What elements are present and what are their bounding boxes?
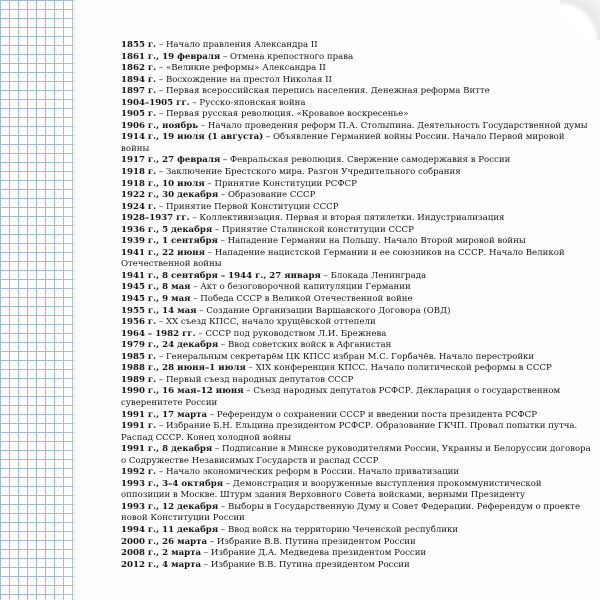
event-separator: – bbox=[220, 51, 231, 62]
event-date: 1922 г., 30 декабря bbox=[121, 190, 219, 201]
event-separator: – bbox=[201, 548, 211, 559]
event-description: Первая всероссийская перепись населения. Денежная реформа Витте bbox=[165, 86, 490, 97]
event-date: 1990 г., 16 мая–12 июня bbox=[121, 386, 244, 397]
event-description: «Великие реформы» Александра II bbox=[165, 63, 326, 74]
event-separator: – bbox=[204, 247, 215, 258]
event-separator: – bbox=[156, 421, 166, 432]
timeline-entry bbox=[121, 121, 591, 133]
event-date: 1956 г. bbox=[121, 317, 157, 328]
event-separator: – bbox=[212, 444, 222, 455]
event-separator: – bbox=[204, 178, 215, 189]
event-separator: – bbox=[156, 86, 166, 97]
event-description: Восхождение на престол Николая II bbox=[165, 74, 332, 85]
event-date: 1904–1905 гг. bbox=[121, 97, 190, 108]
event-date: 1855 г. bbox=[121, 40, 157, 50]
timeline-entry bbox=[121, 479, 591, 502]
timeline-entry bbox=[121, 236, 591, 248]
event-description: Февральская революция. Свержение самодержавия в России bbox=[230, 155, 511, 166]
event-description: Нападение нацистской Германии и ее союзников на СССР. Начало Великой Отечественной войны bbox=[121, 247, 565, 270]
event-date: 1994 г., 11 декабря bbox=[121, 524, 219, 535]
event-date: 1905 г. bbox=[121, 109, 157, 120]
timeline-entry bbox=[121, 410, 591, 422]
event-description: Начало правления Александра II bbox=[165, 40, 318, 50]
event-description: Объявление Германией войны России. Начало Первой мировой войны bbox=[121, 132, 565, 154]
event-separator: – bbox=[245, 363, 256, 374]
event-description: Русско-японская война bbox=[199, 97, 306, 108]
timeline-entry bbox=[121, 548, 591, 560]
timeline-entry bbox=[121, 75, 591, 87]
event-description: Блокада Ленинграда bbox=[330, 270, 427, 281]
event-description: СССР под руководством Л.И. Брежнева bbox=[205, 328, 387, 339]
timeline-entry bbox=[121, 352, 591, 364]
event-description: XX съезд КПСС, начало хрущёвской оттепели bbox=[165, 317, 376, 328]
event-separator: – bbox=[189, 213, 200, 224]
event-date: 1989 г. bbox=[121, 374, 157, 385]
event-separator: – bbox=[320, 270, 331, 281]
event-date: 1897 г. bbox=[121, 86, 157, 97]
event-date: 1991 г., 8 декабря bbox=[121, 444, 213, 455]
event-description: Выборы в Государственную Думу и Совет Федерации. Референдум о проекте новой Конституции России bbox=[121, 501, 581, 524]
event-separator: – bbox=[156, 74, 166, 85]
event-date: 1993 г., 3–4 октября bbox=[121, 478, 224, 489]
event-separator: – bbox=[263, 132, 273, 143]
event-date: 1894 г. bbox=[121, 74, 157, 85]
event-date: 1862 г. bbox=[121, 63, 157, 74]
event-separator: – bbox=[207, 536, 217, 547]
event-description: Создание Организации Варшавского Договора (ОВД) bbox=[206, 305, 451, 316]
event-separator: – bbox=[190, 294, 201, 305]
event-separator: – bbox=[196, 305, 207, 316]
event-date: 2012 г., 4 марта bbox=[121, 559, 202, 570]
timeline-entry bbox=[121, 213, 591, 225]
event-date: 1964 – 1982 гг. bbox=[121, 328, 196, 339]
event-description: Подписание в Минске руководителями России, Украины и Белоруссии договора о Содружестве Независимых Государств и распад СССР bbox=[121, 444, 591, 466]
event-description: Генеральным секретарём ЦК КПСС избран М.С. Горбачёв. Начало перестройки bbox=[165, 351, 535, 362]
event-date: 1992 г. bbox=[121, 467, 157, 478]
event-date: 1941 г., 8 сентября – 1944 г., 27 января bbox=[121, 270, 321, 281]
event-date: 1918 г., 10 июля bbox=[121, 178, 205, 189]
event-description: Принятие Конституции РСФСР bbox=[214, 178, 357, 189]
event-separator: – bbox=[156, 374, 166, 385]
event-date: 1924 г. bbox=[121, 201, 157, 212]
event-description: Образование СССР bbox=[227, 190, 316, 201]
event-date: 2008 г., 2 марта bbox=[121, 548, 202, 559]
event-date: 1945 г., 9 мая bbox=[121, 294, 191, 305]
timeline-entry bbox=[121, 155, 591, 167]
timeline-entry bbox=[121, 317, 591, 329]
timeline-entry bbox=[121, 375, 591, 387]
timeline-entry bbox=[121, 363, 591, 375]
event-description: Отмена крепостного права bbox=[230, 51, 354, 62]
timeline-entry bbox=[121, 52, 591, 64]
grid-edge-shadow bbox=[74, 0, 76, 600]
timeline-entry bbox=[121, 467, 591, 479]
event-date: 1918 г. bbox=[121, 167, 157, 178]
event-description: Победа СССР в Великой Отечественной войне bbox=[200, 294, 413, 305]
event-separator: – bbox=[156, 167, 166, 178]
timeline-entry bbox=[121, 63, 591, 75]
timeline-entry bbox=[121, 179, 591, 191]
event-description: Первая русская революция. «Кровавое воскресенье» bbox=[165, 109, 409, 120]
graph-paper-strip bbox=[0, 0, 74, 600]
event-separator: – bbox=[156, 109, 166, 120]
event-date: 1991 г. bbox=[121, 421, 157, 432]
event-separator: – bbox=[156, 63, 166, 74]
event-description: Заключение Брестского мира. Разгон Учредительного собрания bbox=[165, 167, 461, 178]
event-description: Избрание Б.Н. Ельцина президентом РСФСР. Образование ГКЧП. Провал попытки путча. Распад СССР. Конец холодной войны bbox=[121, 421, 578, 443]
event-separator: – bbox=[243, 386, 254, 397]
event-separator: – bbox=[207, 409, 217, 420]
event-description: Начало экономических реформ в России. Начало приватизации bbox=[165, 467, 460, 478]
event-separator: – bbox=[156, 40, 166, 50]
timeline-entry bbox=[121, 225, 591, 237]
event-separator: – bbox=[218, 190, 228, 201]
event-separator: – bbox=[198, 120, 208, 131]
event-date: 1928–1937 гг. bbox=[121, 213, 190, 224]
timeline-entry bbox=[121, 132, 591, 155]
timeline-entry bbox=[121, 202, 591, 214]
event-separator: – bbox=[156, 351, 166, 362]
timeline-entry bbox=[121, 340, 591, 352]
event-separator: – bbox=[195, 328, 206, 339]
event-separator: – bbox=[212, 224, 222, 235]
event-date: 1914 г., 19 июля (1 августа) bbox=[121, 132, 264, 143]
event-description: XIX конференция КПСС. Начало политической реформы в СССР bbox=[255, 363, 552, 374]
event-separator: – bbox=[156, 201, 166, 212]
timeline-entry bbox=[121, 40, 591, 52]
timeline-entry bbox=[121, 271, 591, 283]
timeline-entry bbox=[121, 294, 591, 306]
event-description: Референдум о сохранении СССР и введении поста президента РСФСР bbox=[216, 409, 538, 420]
event-separator: – bbox=[218, 501, 228, 512]
event-separator: – bbox=[218, 524, 228, 535]
event-separator: – bbox=[156, 467, 166, 478]
timeline-entry bbox=[121, 537, 591, 549]
event-separator: – bbox=[223, 478, 233, 489]
timeline-entry bbox=[121, 502, 591, 525]
timeline-entry bbox=[121, 98, 591, 110]
event-date: 1861 г., 19 февраля bbox=[121, 51, 221, 62]
event-separator: – bbox=[217, 236, 228, 247]
event-description: Демонстрация и вооруженные выступления прокоммунистической оппозиции в Москве. Штурм здания Верховного Совета войсками, верными Президенту bbox=[121, 478, 542, 501]
event-separator: – bbox=[156, 317, 166, 328]
event-date: 1991 г., 17 марта bbox=[121, 409, 208, 420]
event-date: 1985 г. bbox=[121, 351, 157, 362]
event-description: Принятие Первой Конституции СССР bbox=[165, 201, 339, 212]
event-date: 1941 г., 22 июня bbox=[121, 247, 205, 258]
event-date: 1939 г., 1 сентября bbox=[121, 236, 218, 247]
event-date: 1906 г., ноябрь bbox=[121, 120, 199, 131]
event-description: Нападение Германии на Польшу. Начало Второй мировой войны bbox=[227, 236, 526, 247]
event-date: 1917 г., 27 февраля bbox=[121, 155, 221, 166]
event-description: Избрание В.В. Путина президентом России bbox=[210, 559, 410, 570]
timeline-entry bbox=[121, 421, 591, 444]
timeline-entry bbox=[121, 386, 591, 409]
event-description: Ввод войск на территорию Чеченской республики bbox=[227, 524, 459, 535]
event-date: 2000 г., 26 марта bbox=[121, 536, 208, 547]
event-description: Съезд народных депутатов РСФСР. Декларация о государственном суверенитете России bbox=[121, 386, 561, 408]
event-description: Первый съезд народных депутатов СССР bbox=[165, 374, 354, 385]
event-separator: – bbox=[201, 559, 211, 570]
history-timeline bbox=[121, 40, 591, 585]
event-date: 1955 г., 14 мая bbox=[121, 305, 197, 316]
timeline-entry bbox=[121, 560, 591, 572]
event-description: Акт о безоговорочной капитуляции Германии bbox=[200, 282, 411, 293]
event-description: Коллективизация. Первая и вторая пятилетки. Индустриализация bbox=[199, 213, 505, 224]
event-date: 1945 г., 8 мая bbox=[121, 282, 191, 293]
timeline-entry bbox=[121, 86, 591, 98]
timeline-entry bbox=[121, 190, 591, 202]
timeline-entry bbox=[121, 167, 591, 179]
event-date: 1993 г., 12 декабря bbox=[121, 501, 219, 512]
event-separator: – bbox=[220, 155, 231, 166]
event-date: 1936 г., 5 декабря bbox=[121, 224, 213, 235]
event-description: Начало проведения реформ П.А. Столыпина. Деятельность Государственной думы bbox=[207, 120, 588, 131]
event-date: 1988 г., 28 июня–1 июля bbox=[121, 363, 246, 374]
event-description: Избрание Д.А. Медведева президентом России bbox=[210, 548, 427, 559]
event-separator: – bbox=[190, 282, 201, 293]
timeline-entry bbox=[121, 525, 591, 537]
timeline-entry bbox=[121, 282, 591, 294]
timeline-entry bbox=[121, 109, 591, 121]
event-separator: – bbox=[189, 97, 200, 108]
timeline-entry bbox=[121, 329, 591, 341]
event-description: Ввод советских войск в Афганистан bbox=[227, 340, 392, 351]
event-description: Избрание В.В. Путина президентом России bbox=[216, 536, 416, 547]
event-date: 1979 г., 24 декабря bbox=[121, 340, 219, 351]
timeline-entry bbox=[121, 306, 591, 318]
event-separator: – bbox=[218, 340, 228, 351]
timeline-entry bbox=[121, 444, 591, 467]
event-description: Принятие Сталинской конституции СССР bbox=[221, 224, 414, 235]
timeline-entry bbox=[121, 248, 591, 271]
